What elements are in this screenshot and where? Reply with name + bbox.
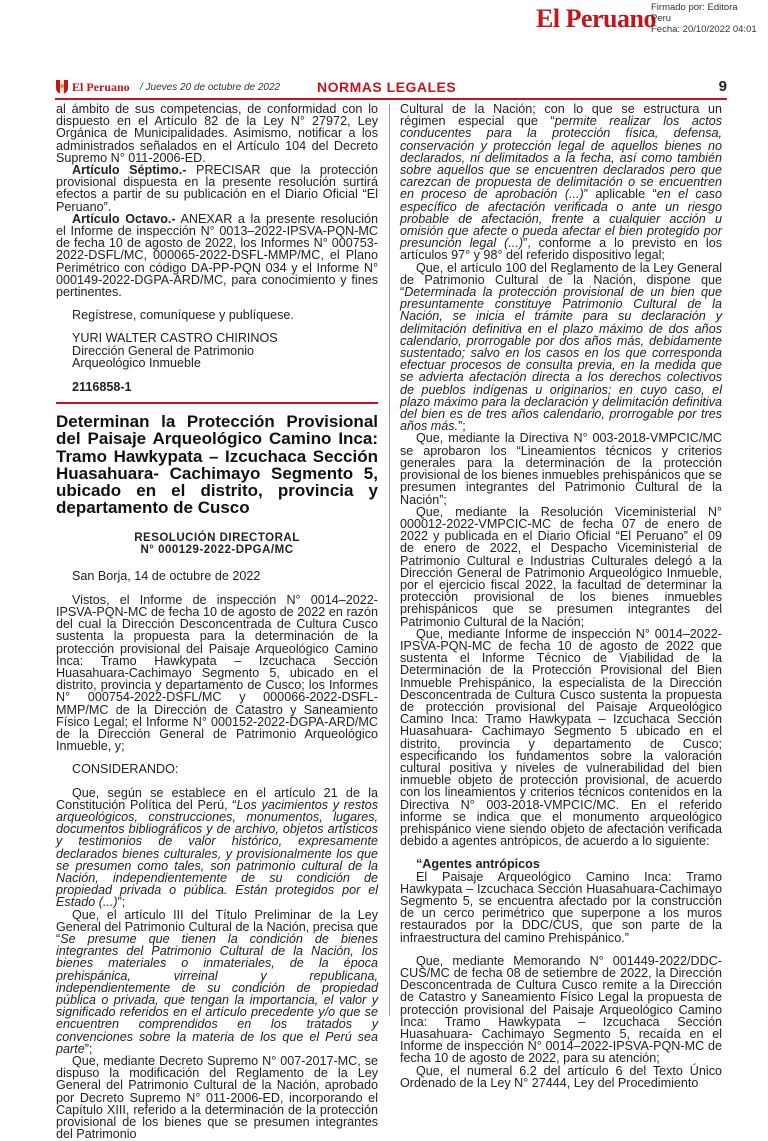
register-line: Regístrese, comuníquese y publíquese. [72, 308, 294, 323]
quote: Los yacimientos y restos arqueológicos, construcciones, monumentos, lugares, documentos bibliográficos y de archivo, objetos artísticos y testimonios de valor histórico, expresamente declarados bienes culturales, y provisionalmente los que se presumen como tales, son patrimonio cultural de la Nación, independientemente de su condición de propiedad privada o pública. Están protegidos por el Estado (...) [56, 797, 379, 910]
right-column [400, 103, 722, 1089]
paragraph: Que, mediante Decreto Supremo N° 007-2017-MC, se dispuso la modificación del Reglamento de la Ley General del Patrimonio Cultural de la Nación, aprobado por Decreto Supremo N° 011-2006-ED, incorporando el Capítulo XIII, referido a la determinación de la protección provisional de los bienes que se presumen integrantes del Patrimonio [56, 1054, 378, 1141]
signer-role: Arqueológico Inmueble [72, 355, 201, 370]
header-brand: El Peruano [72, 80, 130, 94]
signature-logo: El Peruano [536, 4, 656, 33]
considerando-heading: CONSIDERANDO: [72, 762, 179, 777]
signer-role: Dirección General de Patrimonio [72, 343, 254, 358]
signature-text [651, 2, 757, 35]
paragraph: Cultural de la Nación; con lo que se estructura un régimen especial que “permite realizar los actos conducentes para la protección física, defensa, conservación y protección legal de aquellos bienes no declarados, ni delimitados a la fecha, así como también sobre aquellos que se encuentren declarados pero que carezcan de propuesta de delimitación o se encuentren en proceso de aprobación (...)” aplicable “en el caso específico de afectación verificada o ante un riesgo probable de afectación, frente a cualquier acción u omisión que afecte o pueda afectar el bien protegido por presunción legal (...)”, conforme a lo previsto en los artículos 97° y 98° del referido dispositivo legal; [400, 102, 722, 263]
signer-name: YURI WALTER CASTRO CHIRINOS [72, 331, 278, 346]
paragraph: Que, el artículo 100 del Reglamento de la Ley General de Patrimonio Cultural de la Nación, dispone que “Determinada la protección provisional de un bien que presuntamente constituye Patrimonio Cultural de la Nación, se inicia el trámite para su declaración y delimitación definitiva en el plazo máximo de dos años calendario, prorrogable por dos años más, debidamente sustentado; salvo en los casos en los que corresponda efectuar procesos de consulta previa, en la medida que se advierta afectación directa a los derechos colectivos de pueblos indígenas u originarios; en cuyo caso, el plazo máximo para la declaración y delimitación definitiva del bien es de tres años calendario, prorrogable por tres años más.”; [400, 260, 722, 434]
paragraph: al ámbito de sus competencias, de conformidad con lo dispuesto en el Artículo 82 de la Ley N° 27972, Ley Orgánica de Municipalidades. Asimismo, notificar a los administrados señalados en el Artículo 104 del Decreto Supremo N° 011-2006-ED. [56, 102, 378, 165]
article-title: Artículo Séptimo.- [72, 163, 187, 178]
header-section-title: NORMAS LEGALES [317, 79, 457, 95]
signature-line-2: Peru [651, 13, 672, 24]
paragraph: Que, mediante la Resolución Viceministerial N° 000012-2022-VMPCIC-MC de fecha 07 de enero de 2022 y publicada en el Diario Oficial “El Peruano” el 09 de enero de 2022, el Despacho Viceministerial de Patrimonio Cultural e Industrias Culturales delegó a la Dirección General de Patrimonio Arqueológico Inmueble, por el ejercicio fiscal 2022, la facultad de determinar la protección provisional de los bienes inmuebles prehispánicos que se presumen integrantes del Patrimonio Cultural de la Nación; [400, 504, 722, 629]
article-text: ANEXAR a la presente resolución el Informe de inspección N° 0013–2022-IPSVA-PQN-MC de fecha 10 de agosto de 2022, los Informes N° 000753-2022-DSFL/MC, 000065-2022-DSFL-MMP/MC, el Plano Perimétrico con código DA-PP-PQN 034 y el Informe N° 000149-2022-DGPA-ARD/MC, para conocimiento y fines pertinentes. [56, 211, 379, 300]
article-text: PRECISAR que la protección provisional dispuesta en la presente resolución surtirá efectos a partir de su publicación en el Diario Oficial “El Peruano”. [56, 163, 378, 214]
headline: Determinan la Protección Provisional del Paisaje Arqueológico Camino Inca: Tramo Hawkypata – Izcuchaca Sección Huasahuara- Cachimayo Segmento 5, ubicado en el distrito, provincia y departamento de Cusco [56, 412, 378, 518]
quote: Determinada la protección provisional de un bien que presuntamente constituye Patrimonio Cultural de la Nación, se inicia el trámite para su declaración y delimitación definitiva en el plazo máximo de dos años calendario, prorrogable por dos años más, debidamente sustentado; salvo en los casos en los que corresponda efectuar procesos de consulta previa, en la medida que se advierta afectación directa a los derechos colectivos de pueblos indígenas u originarios; en cuyo caso, el plazo máximo para la declaración y delimitación definitiva del bien es de tres años calendario, prorrogable por tres años más. [400, 285, 722, 434]
paragraph: Que, mediante Memorando N° 001449-2022/DDC-CUS/MC de fecha 08 de setiembre de 2022, la Dirección Desconcentrada de Cultura Cusco remite a la Dirección de Catastro y Saneamiento Físico Legal la propuesta de protección provisional del Paisaje Arqueológico Camino Inca: Tramo Hawkypata – Izcuchaca Sección Huasahuara- Cachimayo Segmento 5, recaída en el Informe de inspección N° 0014–2022-IPSVA-PQN-MC de fecha 10 de agosto de 2022, para su atención; [400, 953, 722, 1066]
paragraph: Que, el artículo III del Título Preliminar de la Ley General del Patrimonio Cultural de la Nación, precisa que “Se presume que tienen la condición de bienes integrantes del Patrimonio Cultural de la Nación, los bienes materiales o inmateriales, de la época prehispánica, virreinal y republicana, independientemente de su condición de propiedad pública o privada, que tengan la importancia, el valor y significado referidos en el artículo precedente y/o que se encuentren comprendidos en los tratados y convenciones sobre la materia de los que el Perú sea parte”; [56, 907, 378, 1056]
resolution-number: N° 000129-2022-DPGA/MC [140, 544, 294, 557]
resolution-title: RESOLUCIÓN DIRECTORAL [134, 532, 300, 545]
subheading: “Agentes antrópicos [416, 857, 540, 872]
quote: en el caso específico de afectación verificada o ante un riesgo probable de afectación, frente a cualquier acción u omisión que afecte o pueda afectar el bien protegido por presunción legal (...) [400, 187, 722, 251]
peru-shield-icon [55, 79, 69, 95]
signature-line-3: Fecha: 20/10/2022 04:01 [651, 24, 757, 35]
left-column [56, 103, 378, 1140]
place-date: San Borja, 14 de octubre de 2022 [72, 569, 261, 584]
page-number: 9 [718, 78, 727, 95]
quote: permite realizar los actos conducentes para la protección física, defensa, conservación y protección legal de aquellos bienes no declarados, ni delimitados a la fecha, así como también sobre aquellos que se encuentren declarados pero que carezcan de propuesta de delimitación o se encuentren en proceso de aprobación (...) [400, 114, 722, 202]
paragraph: Que, el numeral 6.2 del artículo 6 del Texto Único Ordenado de la Ley N° 27444, Ley del Procedimiento [400, 1063, 722, 1090]
paragraph: Que, mediante Informe de inspección N° 0014–2022-IPSVA-PQN-MC de fecha 10 de agosto de 2022 que sustenta el Informe Técnico de Viabilidad de la Determinación de la Protección Provisional del Bien Inmueble Prehispánico, la especialista de la Dirección Desconcentrada de Cultura Cusco sustenta la propuesta de protección provisional del Paisaje Arqueológico Camino Inca: Tramo Hawkypata – Izcuchaca Sección Huasahuara- Cachimayo Segmento 5 ubicado en el distrito, provincia y departamento de Cusco; especificando los fundamentos sobre la valoración cultural positiva y niveles de vulnerabilidad del bien inmueble objeto de protección provisional, de acuerdo con los lineamientos y criterios técnicos contenidos en la Directiva N° 003-2018-VMPCIC/MC. En el referido informe se indica que el monumento arqueológico prehispánico viene siendo objeto de afectación verificada debido a agentes antrópicos, de acuerdo a lo siguiente: [400, 626, 722, 849]
article-title: Artículo Octavo.- [72, 211, 176, 226]
column-divider [389, 104, 390, 1016]
paragraph: El Paisaje Arqueológico Camino Inca: Tramo Hawkypata – Izcuchaca Sección Huasahuara-Cachimayo Segmento 5, se encuentra afectado por la construcción de un cerco perimétrico que superpone a los muros restaurados por la DDC/CUS, que son parte de la infraestructura del camino Prehispánico.” [400, 869, 722, 945]
page-header [55, 76, 727, 100]
article-seventh [56, 164, 378, 213]
header-rule [55, 98, 727, 100]
header-date: / Jueves 20 de octubre de 2022 [140, 82, 281, 93]
publication-code: 2116858-1 [72, 380, 132, 395]
signature-line-1: Firmado por: Editora [651, 2, 738, 13]
quote: Se presume que tienen la condición de bienes integrantes del Patrimonio Cultural de la Nación, los bienes materiales o inmateriales, de la época prehispánica, virreinal y republicana, independientemente de su condición de propiedad pública o privada, que tengan la importancia, el valor y significado referidos en el artículo precedente y/o que se encuentren comprendidos en los tratados y convenciones sobre la materia de los que el Perú sea parte [56, 931, 378, 1056]
article-eighth [56, 213, 378, 298]
vistos-paragraph: Vistos, el Informe de inspección N° 0014–2022-IPSVA-PQN-MC de fecha 10 de agosto de 2022 en razón del cual la Dirección Desconcentrada de Cultura Cusco sustenta la propuesta para la determinación de la protección provisional del Paisaje Arqueológico Camino Inca: Tramo Hawkypata – Izcuchaca Sección Huasahuara-Cachimayo Segmento 5, ubicado en el distrito, provincia y departamento de Cusco; los Informes N° 000754-2022-DSFL/MC y 000066-2022-DSFL-MMP/MC de la Dirección de Catastro y Saneamiento Físico Legal; el Informe N° 000152-2022-DGPA-ARD/MC de la Dirección General de Patrimonio Arqueológico Inmueble, y; [56, 592, 378, 754]
paragraph: Que, según se establece en el artículo 21 de la Constitución Política del Perú, “Los yacimientos y restos arqueológicos, construcciones, monumentos, lugares, documentos bibliográficos y de archivo, objetos artísticos y testimonios de valor histórico, expresamente declarados bienes culturales, y provisionalmente los que se presumen como tales, son patrimonio cultural de la Nación, independientemente de su condición de propiedad privada o pública. Están protegidos por el Estado (...)”; [56, 785, 379, 910]
paragraph: Que, mediante la Directiva N° 003-2018-VMPCIC/MC se aprobaron los “Lineamientos técnicos y criterios generales para la determinación de la protección provisional de los bienes inmuebles prehispánicos que se presumen integrantes del Patrimonio Cultural de la Nación”; [400, 431, 722, 507]
digital-signature-block [0, 0, 768, 68]
